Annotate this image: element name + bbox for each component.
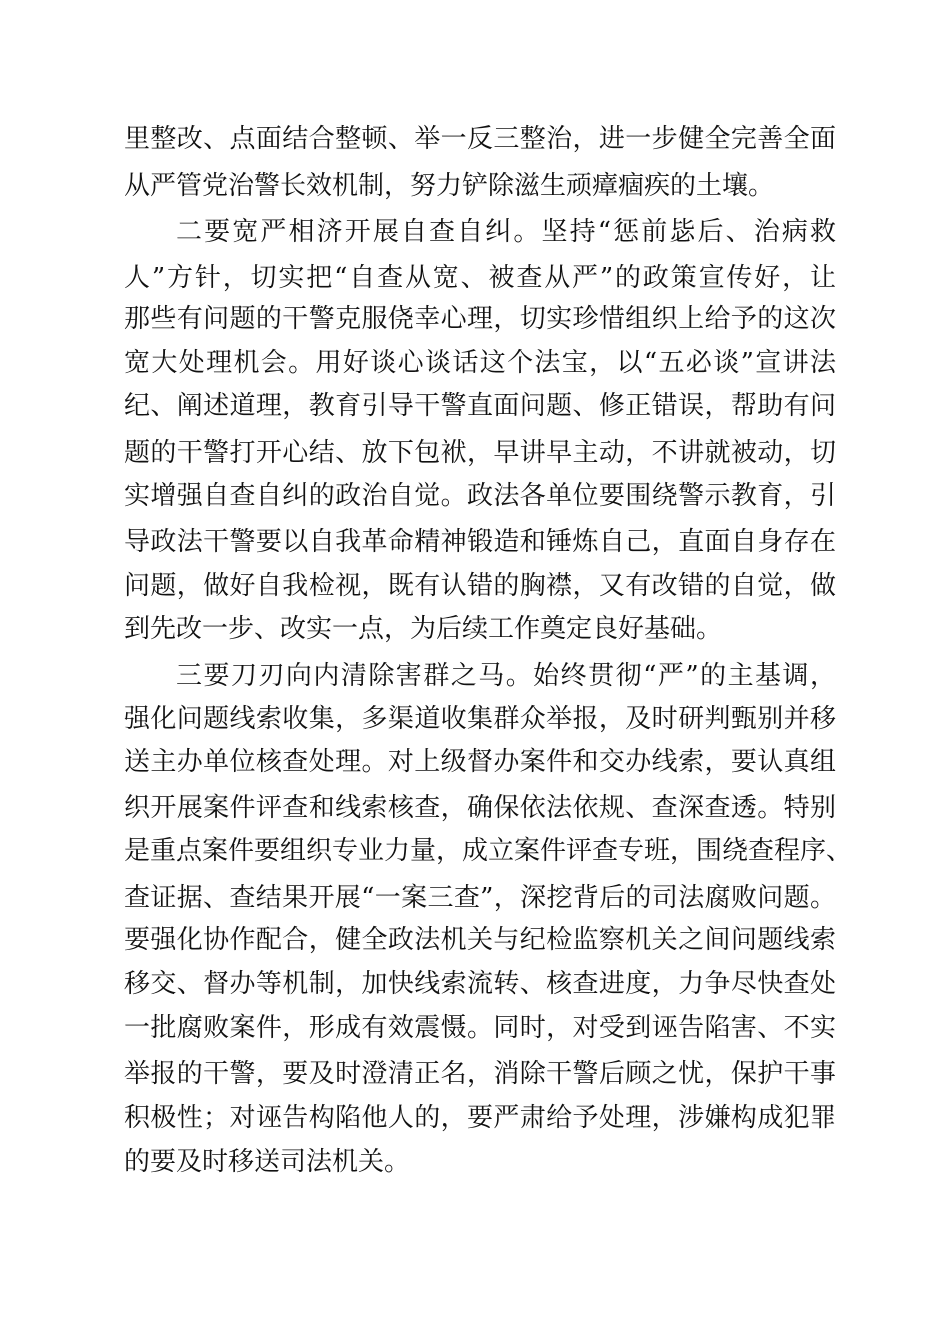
text-line: 里整改、点面结合整顿、举一反三整治，进一步健全完善全面 (124, 124, 836, 154)
paragraph-first-line: 三要刀刃向内清除害群之马。始终贯彻“严”的主基调， (176, 661, 836, 691)
text-line: 导政法干警要以自我革命精神锻造和锤炼自己，直面自身存在 (124, 527, 836, 557)
text-line: 到先改一步、改实一点，为后续工作奠定良好基础。 (124, 614, 723, 644)
text-line: 宽大处理机会。用好谈心谈话这个法宝，以“五必谈”宣讲法 (124, 348, 836, 378)
text-line: 的要及时移送司法机关。 (124, 1147, 411, 1177)
text-line: 移交、督办等机制，加快线索流转、核查进度，力争尽快查处 (124, 969, 836, 999)
text-line: 送主办单位核查处理。对上级督办案件和交办线索，要认真组 (124, 747, 836, 777)
text-line: 人”方针，切实把“自查从宽、被查从严”的政策宣传好，让 (124, 263, 836, 293)
text-line: 织开展案件评查和线索核查，确保依法依规、查深查透。特别 (124, 793, 836, 823)
text-line: 要强化协作配合，健全政法机关与纪检监察机关之间问题线索 (124, 925, 836, 955)
text-line: 问题，做好自我检视，既有认错的胸襟，又有改错的自觉，做 (124, 571, 836, 601)
text-line: 积极性；对诬告构陷他人的，要严肃给予处理，涉嫌构成犯罪 (124, 1103, 836, 1133)
text-line: 查证据、查结果开展“一案三查”，深挖背后的司法腐败问题。 (124, 883, 836, 913)
text-line: 那些有问题的干警克服侥幸心理，切实珍惜组织上给予的这次 (124, 304, 836, 334)
text-line: 纪、阐述道理，教育引导干警直面问题、修正错误，帮助有问 (124, 391, 836, 421)
text-line: 实增强自查自纠的政治自觉。政法各单位要围绕警示教育，引 (124, 481, 836, 511)
text-line: 强化问题线索收集，多渠道收集群众举报，及时研判甄别并移 (124, 704, 836, 734)
text-line: 举报的干警，要及时澄清正名，消除干警后顾之忧，保护干事 (124, 1059, 836, 1089)
paragraph-first-line: 二要宽严相济开展自查自纠。坚持“惩前毖后、治病救 (176, 217, 836, 247)
text-line: 一批腐败案件，形成有效震慑。同时，对受到诬告陷害、不实 (124, 1013, 836, 1043)
text-line: 题的干警打开心结、放下包袱，早讲早主动，不讲就被动，切 (124, 438, 836, 468)
text-line: 是重点案件要组织专业力量，成立案件评查专班，围绕查程序、 (124, 836, 853, 866)
text-line: 从严管党治警长效机制，努力铲除滋生顽瘴痼疾的土壤。 (124, 171, 775, 201)
